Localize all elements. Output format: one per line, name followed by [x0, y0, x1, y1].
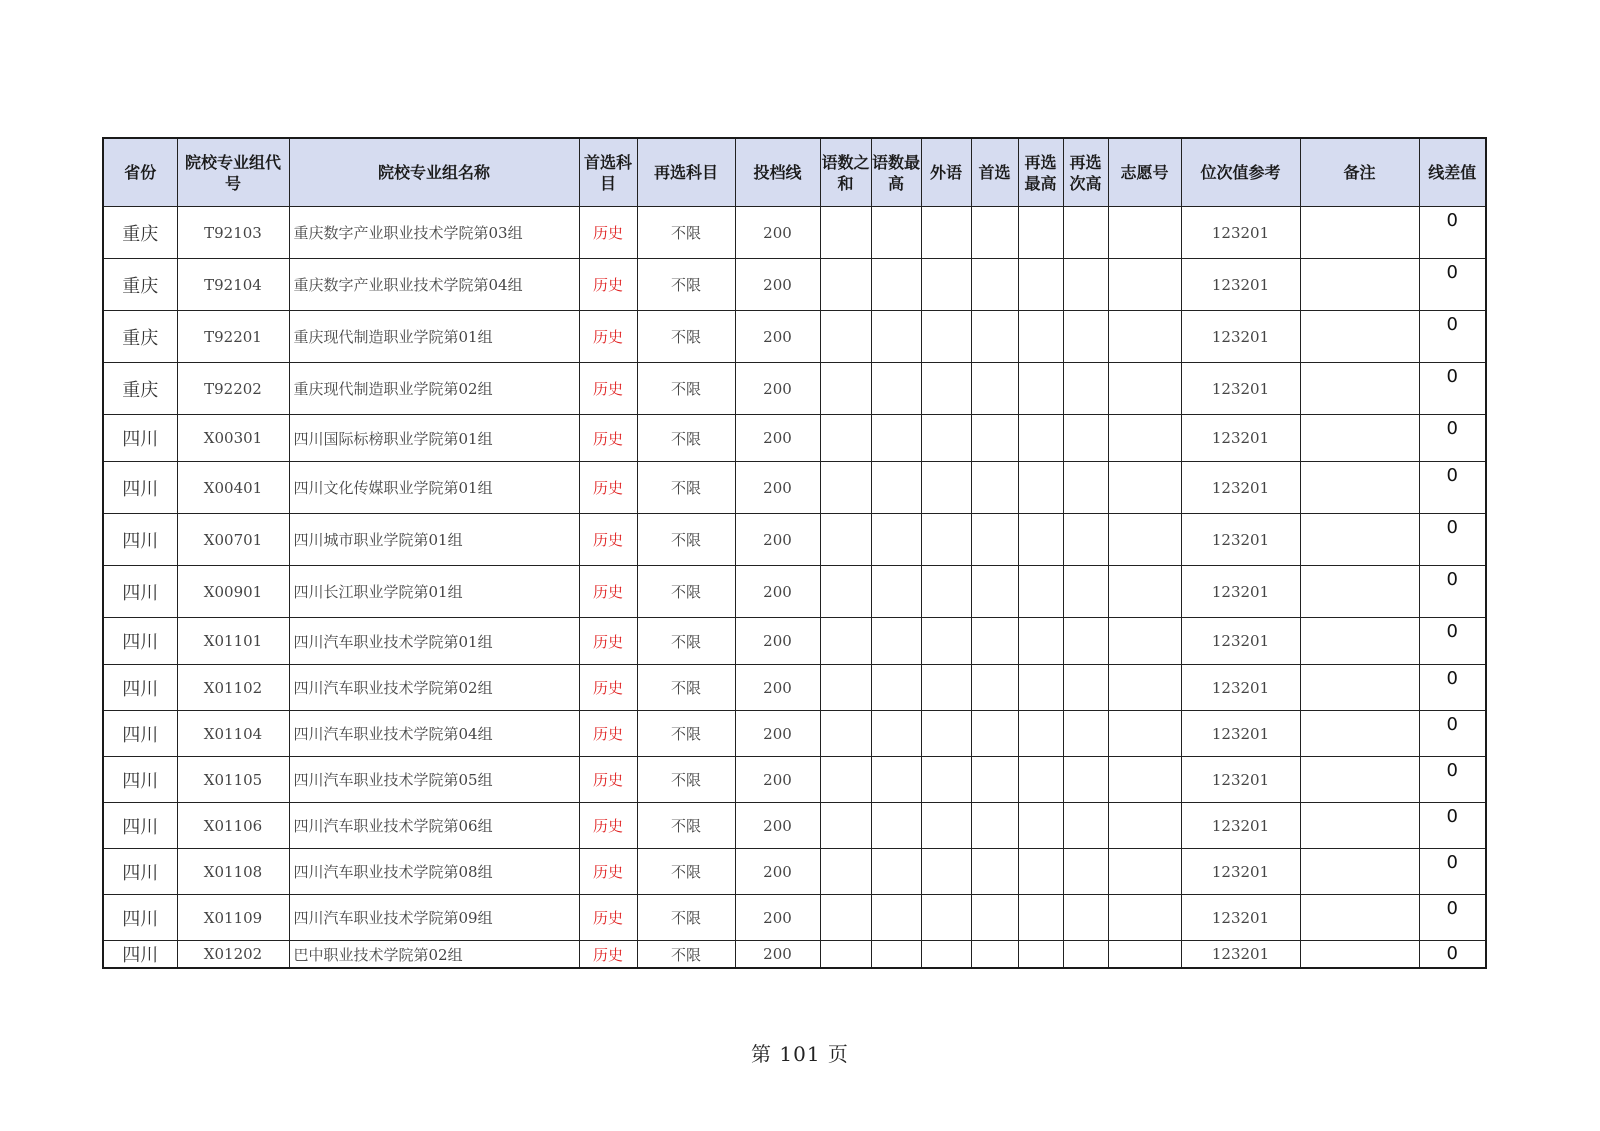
cell-foreign-language: [921, 514, 971, 566]
cell-second-subject: 不限: [637, 757, 735, 803]
cell-first-choice: [971, 665, 1018, 711]
cell-chinese-math-max: [871, 462, 921, 514]
table-row: [103, 849, 1486, 895]
cell-second-max: [1018, 849, 1063, 895]
cell-foreign-language: [921, 711, 971, 757]
cell-group-code: T92201: [177, 311, 289, 363]
cell-remarks: [1300, 311, 1419, 363]
cell-group-code: X01109: [177, 895, 289, 941]
cell-group-name: 四川文化传媒职业学院第01组: [289, 462, 579, 514]
cell-first-choice: [971, 566, 1018, 618]
cell-remarks: [1300, 803, 1419, 849]
cell-second-subject: 不限: [637, 259, 735, 311]
cell-rank-reference: 123201: [1181, 757, 1300, 803]
cell-first-choice: [971, 207, 1018, 259]
cell-choice-number: [1108, 941, 1181, 969]
cell-first-subject: 历史: [579, 895, 637, 941]
cell-admission-line: 200: [735, 415, 820, 462]
cell-remarks: [1300, 711, 1419, 757]
cell-province: 四川: [103, 895, 177, 941]
header-group-code: 院校专业组代号: [177, 138, 289, 207]
cell-foreign-language: [921, 849, 971, 895]
cell-chinese-math-sum: [820, 514, 871, 566]
cell-province: 四川: [103, 803, 177, 849]
header-remarks: 备注: [1300, 138, 1419, 207]
cell-first-choice: [971, 462, 1018, 514]
cell-line-difference: 0: [1419, 462, 1486, 514]
cell-second-subject: 不限: [637, 711, 735, 757]
header-rank-reference: 位次值参考: [1181, 138, 1300, 207]
cell-choice-number: [1108, 462, 1181, 514]
cell-first-choice: [971, 363, 1018, 415]
cell-choice-number: [1108, 711, 1181, 757]
cell-rank-reference: 123201: [1181, 363, 1300, 415]
cell-chinese-math-max: [871, 849, 921, 895]
cell-choice-number: [1108, 415, 1181, 462]
cell-group-code: X01202: [177, 941, 289, 969]
cell-group-name: 巴中职业技术学院第02组: [289, 941, 579, 969]
table-row: [103, 895, 1486, 941]
cell-first-subject: 历史: [579, 803, 637, 849]
cell-chinese-math-sum: [820, 618, 871, 665]
cell-admission-line: 200: [735, 941, 820, 969]
header-group-name: 院校专业组名称: [289, 138, 579, 207]
cell-province: 四川: [103, 415, 177, 462]
cell-remarks: [1300, 207, 1419, 259]
cell-choice-number: [1108, 757, 1181, 803]
table-row: [103, 259, 1486, 311]
cell-group-name: 四川汽车职业技术学院第01组: [289, 618, 579, 665]
header-row: [103, 138, 1486, 207]
cell-second-max: [1018, 363, 1063, 415]
cell-chinese-math-max: [871, 665, 921, 711]
table-header: [103, 138, 1486, 207]
admission-table: [102, 137, 1487, 969]
cell-admission-line: 200: [735, 566, 820, 618]
cell-line-difference: 0: [1419, 941, 1486, 969]
cell-province: 四川: [103, 711, 177, 757]
cell-admission-line: 200: [735, 849, 820, 895]
header-admission-line: 投档线: [735, 138, 820, 207]
cell-second-subject: 不限: [637, 895, 735, 941]
cell-first-subject: 历史: [579, 757, 637, 803]
cell-province: 四川: [103, 462, 177, 514]
cell-remarks: [1300, 514, 1419, 566]
cell-chinese-math-sum: [820, 311, 871, 363]
cell-second-max: [1018, 895, 1063, 941]
cell-chinese-math-max: [871, 363, 921, 415]
cell-first-choice: [971, 711, 1018, 757]
cell-rank-reference: 123201: [1181, 849, 1300, 895]
cell-group-name: 重庆现代制造职业学院第02组: [289, 363, 579, 415]
cell-group-name: 四川汽车职业技术学院第05组: [289, 757, 579, 803]
table-row: [103, 462, 1486, 514]
cell-chinese-math-max: [871, 259, 921, 311]
cell-chinese-math-sum: [820, 415, 871, 462]
cell-chinese-math-max: [871, 941, 921, 969]
cell-foreign-language: [921, 803, 971, 849]
header-line-difference: 线差值: [1419, 138, 1486, 207]
cell-first-choice: [971, 415, 1018, 462]
cell-choice-number: [1108, 514, 1181, 566]
cell-first-choice: [971, 259, 1018, 311]
cell-group-name: 重庆数字产业职业技术学院第03组: [289, 207, 579, 259]
cell-group-code: T92202: [177, 363, 289, 415]
cell-remarks: [1300, 259, 1419, 311]
cell-province: 四川: [103, 757, 177, 803]
cell-first-choice: [971, 941, 1018, 969]
cell-second-max: [1018, 711, 1063, 757]
cell-group-code: X01101: [177, 618, 289, 665]
cell-foreign-language: [921, 363, 971, 415]
cell-first-subject: 历史: [579, 941, 637, 969]
cell-second-max: [1018, 618, 1063, 665]
cell-group-name: 四川汽车职业技术学院第06组: [289, 803, 579, 849]
cell-rank-reference: 123201: [1181, 895, 1300, 941]
table-row: [103, 363, 1486, 415]
cell-second-max: [1018, 514, 1063, 566]
cell-second-subject: 不限: [637, 803, 735, 849]
cell-line-difference: 0: [1419, 311, 1486, 363]
header-choice-number: 志愿号: [1108, 138, 1181, 207]
cell-first-subject: 历史: [579, 363, 637, 415]
header-chinese-math-sum: 语数之和: [820, 138, 871, 207]
cell-rank-reference: 123201: [1181, 566, 1300, 618]
cell-foreign-language: [921, 207, 971, 259]
cell-rank-reference: 123201: [1181, 311, 1300, 363]
cell-admission-line: 200: [735, 895, 820, 941]
cell-first-choice: [971, 849, 1018, 895]
cell-group-code: X01104: [177, 711, 289, 757]
cell-province: 重庆: [103, 259, 177, 311]
cell-first-choice: [971, 895, 1018, 941]
cell-choice-number: [1108, 803, 1181, 849]
cell-second-subject: 不限: [637, 941, 735, 969]
cell-first-subject: 历史: [579, 462, 637, 514]
cell-chinese-math-max: [871, 514, 921, 566]
cell-admission-line: 200: [735, 363, 820, 415]
table-row: [103, 311, 1486, 363]
cell-rank-reference: 123201: [1181, 941, 1300, 969]
cell-admission-line: 200: [735, 207, 820, 259]
cell-second-next: [1063, 895, 1108, 941]
cell-foreign-language: [921, 618, 971, 665]
cell-first-choice: [971, 514, 1018, 566]
cell-second-subject: 不限: [637, 514, 735, 566]
cell-second-next: [1063, 618, 1108, 665]
cell-foreign-language: [921, 895, 971, 941]
cell-chinese-math-max: [871, 415, 921, 462]
cell-chinese-math-sum: [820, 849, 871, 895]
cell-chinese-math-max: [871, 311, 921, 363]
table-body: [103, 207, 1486, 969]
cell-group-name: 四川长江职业学院第01组: [289, 566, 579, 618]
cell-choice-number: [1108, 665, 1181, 711]
cell-second-max: [1018, 207, 1063, 259]
cell-choice-number: [1108, 311, 1181, 363]
cell-line-difference: 0: [1419, 514, 1486, 566]
table-row: [103, 618, 1486, 665]
cell-chinese-math-max: [871, 566, 921, 618]
cell-second-next: [1063, 259, 1108, 311]
cell-remarks: [1300, 941, 1419, 969]
cell-second-subject: 不限: [637, 207, 735, 259]
cell-rank-reference: 123201: [1181, 711, 1300, 757]
cell-line-difference: 0: [1419, 259, 1486, 311]
cell-line-difference: 0: [1419, 207, 1486, 259]
cell-remarks: [1300, 566, 1419, 618]
header-second-max: 再选最高: [1018, 138, 1063, 207]
cell-remarks: [1300, 415, 1419, 462]
cell-first-subject: 历史: [579, 415, 637, 462]
cell-second-max: [1018, 462, 1063, 514]
header-foreign-language: 外语: [921, 138, 971, 207]
cell-admission-line: 200: [735, 803, 820, 849]
cell-second-max: [1018, 259, 1063, 311]
cell-province: 重庆: [103, 207, 177, 259]
cell-province: 四川: [103, 941, 177, 969]
cell-group-code: X01106: [177, 803, 289, 849]
cell-chinese-math-sum: [820, 941, 871, 969]
cell-group-name: 四川城市职业学院第01组: [289, 514, 579, 566]
cell-line-difference: 0: [1419, 803, 1486, 849]
cell-chinese-math-max: [871, 803, 921, 849]
cell-line-difference: 0: [1419, 895, 1486, 941]
cell-rank-reference: 123201: [1181, 665, 1300, 711]
cell-foreign-language: [921, 462, 971, 514]
table-row: [103, 665, 1486, 711]
cell-first-choice: [971, 757, 1018, 803]
cell-second-next: [1063, 207, 1108, 259]
cell-chinese-math-sum: [820, 803, 871, 849]
cell-second-next: [1063, 803, 1108, 849]
cell-province: 四川: [103, 665, 177, 711]
cell-admission-line: 200: [735, 757, 820, 803]
cell-foreign-language: [921, 259, 971, 311]
cell-second-next: [1063, 941, 1108, 969]
cell-line-difference: 0: [1419, 363, 1486, 415]
cell-choice-number: [1108, 259, 1181, 311]
cell-admission-line: 200: [735, 618, 820, 665]
cell-group-name: 四川汽车职业技术学院第04组: [289, 711, 579, 757]
cell-second-max: [1018, 415, 1063, 462]
cell-group-name: 四川汽车职业技术学院第02组: [289, 665, 579, 711]
cell-first-subject: 历史: [579, 711, 637, 757]
table-row: [103, 757, 1486, 803]
cell-line-difference: 0: [1419, 665, 1486, 711]
cell-group-code: T92103: [177, 207, 289, 259]
cell-chinese-math-sum: [820, 566, 871, 618]
cell-group-name: 重庆数字产业职业技术学院第04组: [289, 259, 579, 311]
cell-rank-reference: 123201: [1181, 259, 1300, 311]
cell-admission-line: 200: [735, 311, 820, 363]
cell-choice-number: [1108, 363, 1181, 415]
cell-remarks: [1300, 665, 1419, 711]
cell-choice-number: [1108, 207, 1181, 259]
cell-chinese-math-sum: [820, 665, 871, 711]
cell-chinese-math-max: [871, 618, 921, 665]
header-second-next: 再选次高: [1063, 138, 1108, 207]
cell-second-subject: 不限: [637, 665, 735, 711]
cell-choice-number: [1108, 895, 1181, 941]
cell-chinese-math-max: [871, 895, 921, 941]
header-province: 省份: [103, 138, 177, 207]
cell-group-code: X00401: [177, 462, 289, 514]
header-first-choice: 首选: [971, 138, 1018, 207]
cell-second-max: [1018, 941, 1063, 969]
cell-line-difference: 0: [1419, 566, 1486, 618]
cell-first-subject: 历史: [579, 311, 637, 363]
cell-second-subject: 不限: [637, 311, 735, 363]
cell-first-choice: [971, 311, 1018, 363]
cell-chinese-math-max: [871, 757, 921, 803]
table-row: [103, 803, 1486, 849]
header-chinese-math-max: 语数最高: [871, 138, 921, 207]
cell-group-code: X00901: [177, 566, 289, 618]
cell-rank-reference: 123201: [1181, 618, 1300, 665]
cell-first-choice: [971, 803, 1018, 849]
cell-rank-reference: 123201: [1181, 803, 1300, 849]
cell-foreign-language: [921, 311, 971, 363]
cell-second-next: [1063, 311, 1108, 363]
cell-chinese-math-sum: [820, 895, 871, 941]
cell-chinese-math-sum: [820, 259, 871, 311]
table-row: [103, 711, 1486, 757]
cell-second-max: [1018, 566, 1063, 618]
table-row: [103, 415, 1486, 462]
cell-choice-number: [1108, 618, 1181, 665]
cell-second-max: [1018, 311, 1063, 363]
cell-remarks: [1300, 849, 1419, 895]
cell-group-code: T92104: [177, 259, 289, 311]
cell-second-next: [1063, 665, 1108, 711]
cell-first-subject: 历史: [579, 665, 637, 711]
cell-province: 重庆: [103, 363, 177, 415]
cell-line-difference: 0: [1419, 711, 1486, 757]
cell-chinese-math-sum: [820, 363, 871, 415]
cell-line-difference: 0: [1419, 849, 1486, 895]
cell-first-subject: 历史: [579, 849, 637, 895]
cell-second-next: [1063, 849, 1108, 895]
cell-chinese-math-sum: [820, 462, 871, 514]
cell-province: 重庆: [103, 311, 177, 363]
cell-province: 四川: [103, 566, 177, 618]
cell-second-subject: 不限: [637, 363, 735, 415]
cell-second-subject: 不限: [637, 415, 735, 462]
cell-line-difference: 0: [1419, 415, 1486, 462]
cell-remarks: [1300, 757, 1419, 803]
cell-group-code: X00301: [177, 415, 289, 462]
cell-chinese-math-max: [871, 711, 921, 757]
table-row: [103, 941, 1486, 969]
cell-group-name: 四川汽车职业技术学院第09组: [289, 895, 579, 941]
cell-remarks: [1300, 618, 1419, 665]
cell-second-subject: 不限: [637, 462, 735, 514]
cell-second-max: [1018, 665, 1063, 711]
cell-second-next: [1063, 363, 1108, 415]
cell-foreign-language: [921, 757, 971, 803]
cell-rank-reference: 123201: [1181, 415, 1300, 462]
cell-foreign-language: [921, 566, 971, 618]
cell-group-code: X01102: [177, 665, 289, 711]
cell-admission-line: 200: [735, 665, 820, 711]
cell-chinese-math-max: [871, 207, 921, 259]
cell-first-subject: 历史: [579, 618, 637, 665]
cell-line-difference: 0: [1419, 618, 1486, 665]
cell-admission-line: 200: [735, 514, 820, 566]
cell-second-max: [1018, 757, 1063, 803]
cell-first-subject: 历史: [579, 259, 637, 311]
table-row: [103, 514, 1486, 566]
cell-second-max: [1018, 803, 1063, 849]
cell-province: 四川: [103, 618, 177, 665]
cell-remarks: [1300, 363, 1419, 415]
cell-group-name: 四川汽车职业技术学院第08组: [289, 849, 579, 895]
cell-group-name: 四川国际标榜职业学院第01组: [289, 415, 579, 462]
cell-first-subject: 历史: [579, 514, 637, 566]
cell-chinese-math-sum: [820, 207, 871, 259]
cell-first-subject: 历史: [579, 207, 637, 259]
cell-group-code: X01108: [177, 849, 289, 895]
cell-group-name: 重庆现代制造职业学院第01组: [289, 311, 579, 363]
cell-rank-reference: 123201: [1181, 514, 1300, 566]
cell-province: 四川: [103, 849, 177, 895]
cell-second-next: [1063, 462, 1108, 514]
header-first-subject: 首选科目: [579, 138, 637, 207]
cell-remarks: [1300, 462, 1419, 514]
cell-second-next: [1063, 711, 1108, 757]
table-row: [103, 566, 1486, 618]
cell-choice-number: [1108, 849, 1181, 895]
page-number: 第 101 页: [751, 1042, 849, 1066]
cell-chinese-math-sum: [820, 711, 871, 757]
cell-foreign-language: [921, 941, 971, 969]
cell-rank-reference: 123201: [1181, 207, 1300, 259]
cell-second-subject: 不限: [637, 618, 735, 665]
cell-first-subject: 历史: [579, 566, 637, 618]
cell-first-choice: [971, 618, 1018, 665]
cell-group-code: X01105: [177, 757, 289, 803]
cell-foreign-language: [921, 415, 971, 462]
cell-line-difference: 0: [1419, 757, 1486, 803]
cell-choice-number: [1108, 566, 1181, 618]
table-row: [103, 207, 1486, 259]
cell-second-subject: 不限: [637, 849, 735, 895]
cell-second-next: [1063, 566, 1108, 618]
cell-second-next: [1063, 415, 1108, 462]
cell-chinese-math-sum: [820, 757, 871, 803]
cell-admission-line: 200: [735, 462, 820, 514]
cell-second-next: [1063, 757, 1108, 803]
cell-admission-line: 200: [735, 259, 820, 311]
cell-group-code: X00701: [177, 514, 289, 566]
cell-second-next: [1063, 514, 1108, 566]
cell-second-subject: 不限: [637, 566, 735, 618]
header-second-subject: 再选科目: [637, 138, 735, 207]
cell-foreign-language: [921, 665, 971, 711]
cell-remarks: [1300, 895, 1419, 941]
cell-province: 四川: [103, 514, 177, 566]
cell-rank-reference: 123201: [1181, 462, 1300, 514]
cell-admission-line: 200: [735, 711, 820, 757]
